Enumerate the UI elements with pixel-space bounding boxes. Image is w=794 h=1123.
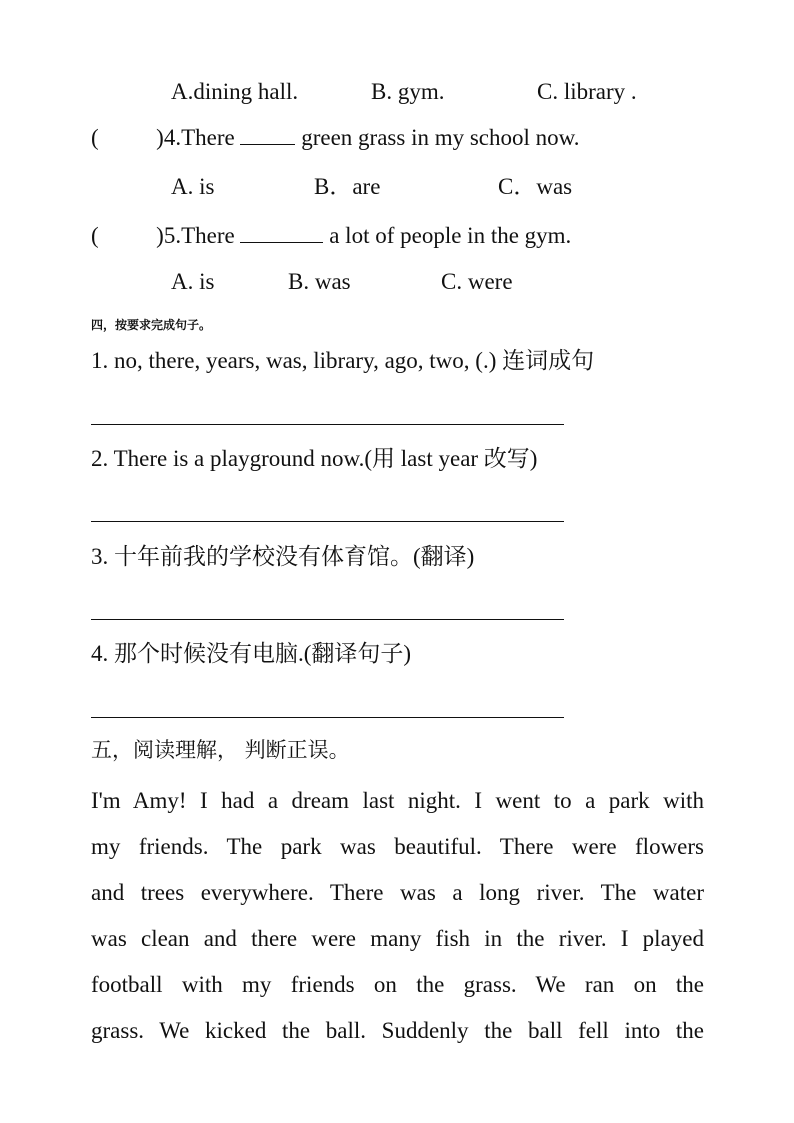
reading-passage (91, 786, 704, 1062)
q4-option-a: A. is (171, 174, 215, 199)
q3-option-c: C. library . (537, 79, 637, 104)
passage-line: grass. We kicked the ball. Suddenly the ball fell into the (91, 1018, 704, 1043)
section-5-heading: 五，阅读理解， 判断正误。 (91, 738, 350, 762)
answer-line-1[interactable] (91, 424, 564, 425)
q4-text-after: green grass in my school now. (295, 125, 580, 150)
passage-line: was clean and there were many fish in the river. I played (91, 926, 704, 951)
answer-line-4[interactable] (91, 717, 564, 718)
q4-option-c: C．was (498, 174, 573, 199)
q5-text-after: a lot of people in the gym. (323, 223, 572, 248)
question-5 (91, 224, 571, 247)
passage-line: football with my friends on the grass. We ran on the (91, 972, 704, 997)
q5-option-c: C. were (441, 269, 513, 294)
q5-option-b: B. was (288, 269, 351, 294)
q5-text-before: 5.There (163, 223, 241, 248)
q3-option-a: A.dining hall. (171, 79, 299, 104)
q5-answer-paren[interactable]: ( ) (91, 223, 164, 248)
answer-line-2[interactable] (91, 521, 564, 522)
section-4-item-4: 4. 那个时候没有电脑.(翻译句子) (91, 641, 412, 666)
answer-line-3[interactable] (91, 619, 564, 620)
passage-line: and trees everywhere. There was a long river. The water (91, 880, 704, 905)
passage-line: my friends. The park was beautiful. There were flowers (91, 834, 704, 859)
q4-text-before: 4.There (163, 125, 241, 150)
question-4 (91, 126, 580, 149)
q4-blank[interactable] (240, 126, 295, 145)
q3-option-b: B. gym. (371, 79, 445, 104)
section-4-item-2: 2. There is a playground now.(用 last year 改写) (91, 446, 538, 471)
section-4-heading: 四，按要求完成句子。 (91, 318, 212, 332)
section-4-item-1: 1. no, there, years, was, library, ago, two, (.) 连词成句 (91, 348, 595, 373)
q4-answer-paren[interactable]: ( ) (91, 125, 164, 150)
q5-option-a: A. is (171, 269, 215, 294)
q4-option-b: B．are (314, 174, 381, 199)
passage-line: I'm Amy! I had a dream last night. I went to a park with (91, 788, 704, 813)
section-4-item-3: 3. 十年前我的学校没有体育馆。(翻译) (91, 544, 475, 569)
q5-blank[interactable] (240, 224, 323, 243)
